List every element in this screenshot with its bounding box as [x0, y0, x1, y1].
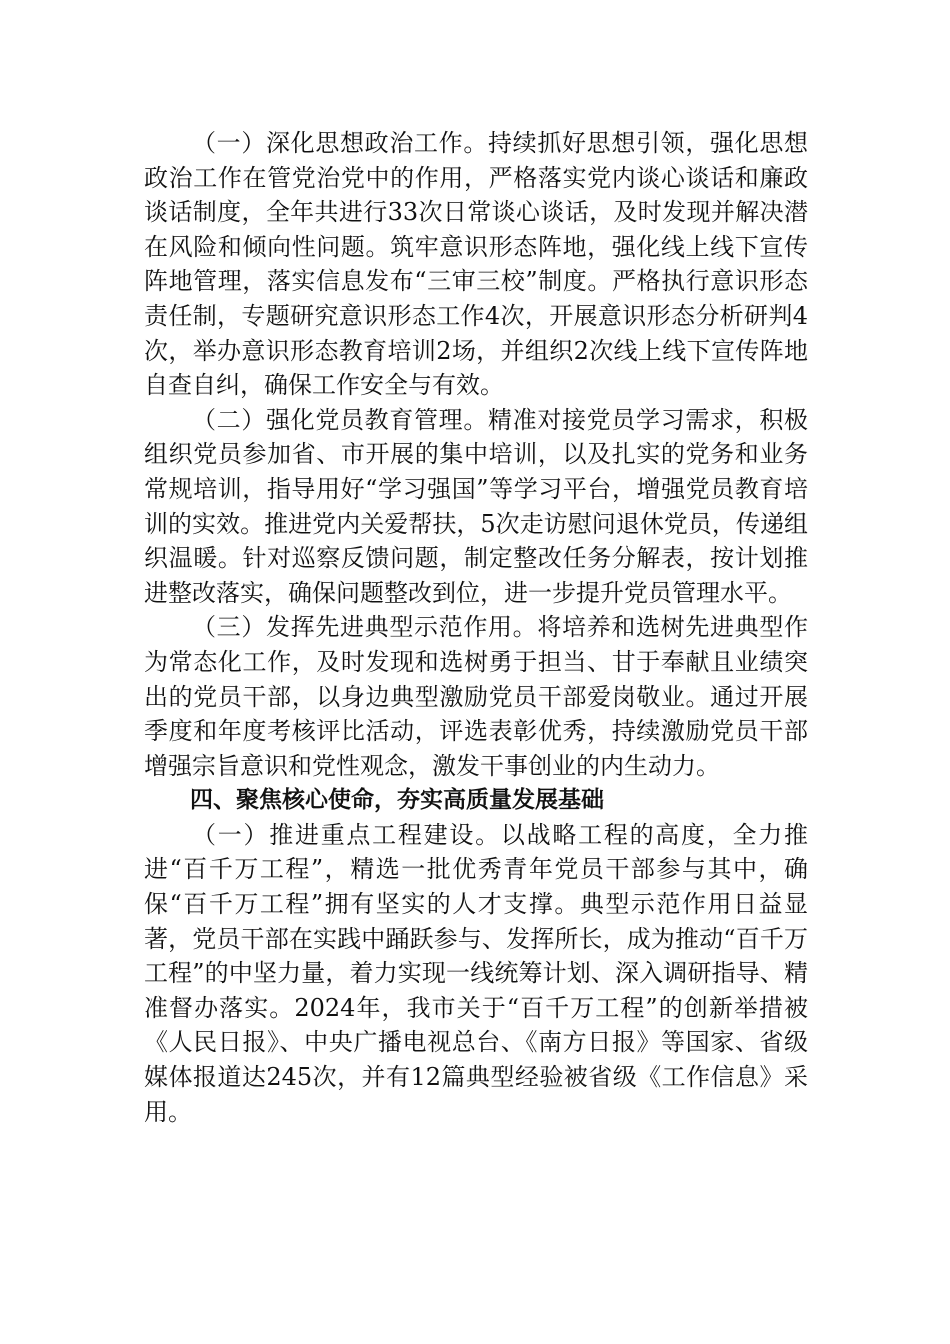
- paragraph-party-member-education: （二）强化党员教育管理。精准对接党员学习需求，积极组织党员参加省、市开展的集中培训，以及扎实的党务和业务常规培训，指导用好“学习强国”等学习平台，增强党员教育培训的实效。推进党内关爱帮扶，5次走访慰问退休党员，传递组织温暖。针对巡察反馈问题，制定整改任务分解表，按计划推进整改落实，确保问题整改到位，进一步提升党员管理水平。: [144, 405, 808, 607]
- section-heading: 四、聚焦核心使命，夯实高质量发展基础: [190, 787, 604, 814]
- document-page: [144, 126, 808, 1129]
- paragraph-deepen-ideological-work: （一）深化思想政治工作。持续抓好思想引领，强化思想政治工作在管党治党中的作用，严格落实党内谈心谈话和廉政谈话制度，全年共进行33次日常谈心谈话，及时发现并解决潜在风险和倾向性问题。筑牢意识形态阵地，强化线上线下宣传阵地管理，落实信息发布“三审三校”制度。严格执行意识形态责任制，专题研究意识形态工作4次，开展意识形态分析研判4次，举办意识形态教育培训2场，并组织2次线上线下宣传阵地自查自纠，确保工作安全与有效。: [144, 129, 808, 400]
- paragraph-advanced-models: （三）发挥先进典型示范作用。将培养和选树先进典型作为常态化工作，及时发现和选树勇于担当、甘于奉献且业绩突出的党员干部，以身边典型激励党员干部爱岗敬业。通过开展季度和年度考核评比活动，评选表彰优秀，持续激励党员干部增强宗旨意识和党性观念，激发干事创业的内生动力。: [144, 613, 808, 780]
- paragraph-key-projects: （一）推进重点工程建设。以战略工程的高度，全力推进“百千万工程”，精选一批优秀青年党员干部参与其中，确保“百千万工程”拥有坚实的人才支撑。典型示范作用日益显著，党员干部在实践中踊跃参与、发挥所长，成为推动“百千万工程”的中坚力量，着力实现一线统筹计划、深入调研指导、精准督办落实。2024年，我市关于“百千万工程”的创新举措被《人民日报》、中央广播电视总台、《南方日报》等国家、省级媒体报道达245次，并有12篇典型经验被省级《工作信息》采用。: [144, 820, 808, 1126]
